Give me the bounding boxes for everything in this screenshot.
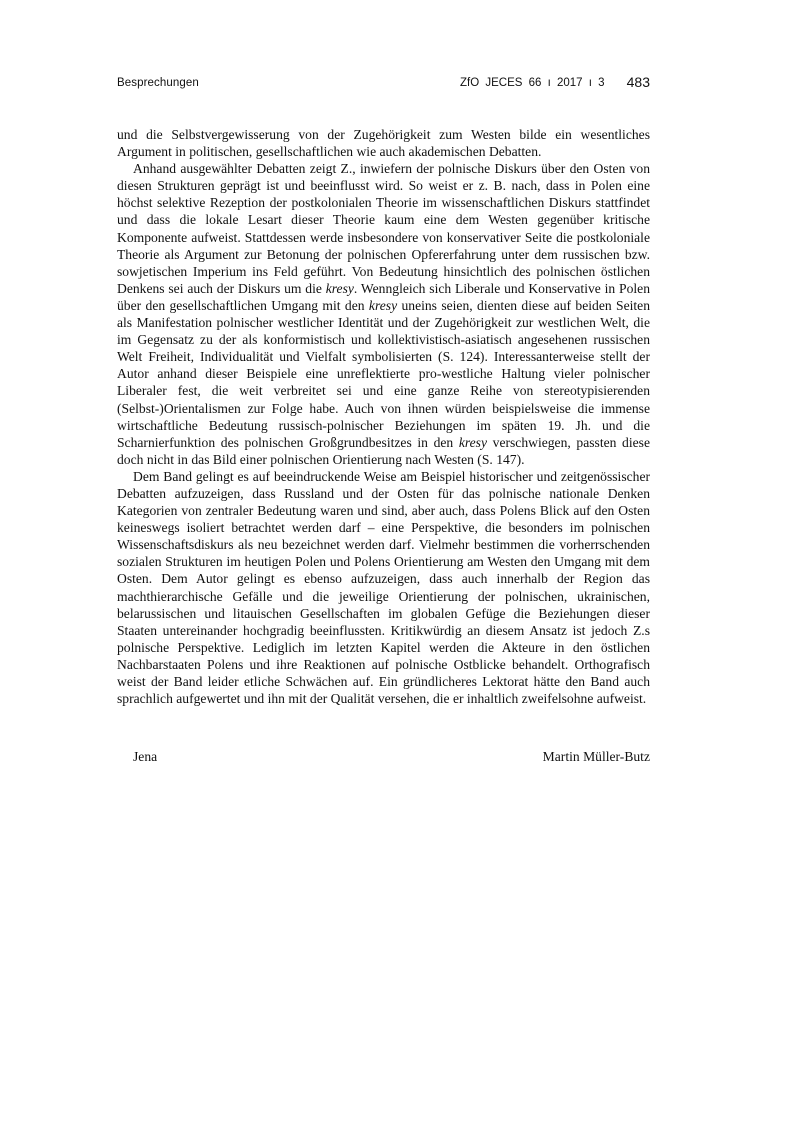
review-body [117, 126, 650, 707]
section-title: Besprechungen [117, 77, 199, 89]
journal-citation: ZfO JECES 66 ı 2017 ı 3 [460, 77, 605, 89]
paragraph-text: uneins seien, dienten diese auf beiden Seiten als Manifestation polnischer westlicher Identität und der Zugehörigkeit zur westlichen Welt, die im Gegensatz zu der als konformistisch und kollektivistisch-asiatisch angesehenen russischen Welt Freiheit, Individualität und Vielfalt symbolisierten (S. 124). Interessanterweise stellt der Autor anhand dieser Beispiele eine unreflektierte pro-westliche Haltung vieler polnischer Liberaler fest, die weit verbreitet sei und eine ganze Reihe von stereotypisierenden (Selbst-)Orientalismen zur Folge habe. Auch von ihnen würden beispielsweise die immense wirtschaftliche Bedeutung russisch-polnischer Beziehungen im späten 19. Jh. und die Scharnierfunktion des polnischen Großgrundbesitzes in den [117, 297, 650, 450]
paragraph-text: und die Selbstvergewisserung von der Zugehörigkeit zum Westen bilde ein wesentliches Argument in politischen, gesellschaftlichen wie auch akademischen Debatten. [117, 127, 650, 160]
italic-term-kresy: kresy [458, 434, 488, 450]
paragraph-text: verschwiegen, passten diese doch nicht in das Bild einer polnischen Orientierung nach Westen (S. 147). [117, 434, 650, 467]
paragraph-debates [117, 160, 650, 468]
running-header [117, 74, 650, 96]
review-signoff [133, 749, 650, 767]
reviewer-place: Jena [133, 749, 158, 764]
italic-term-kresy: kresy [325, 280, 354, 296]
paragraph-continued [117, 126, 650, 160]
reviewer-name: Martin Müller-Butz [542, 749, 650, 764]
italic-term-kresy: kresy [368, 297, 398, 313]
paragraph-text: . Wenngleich sich Liberale und Konservative in Polen über den gesellschaftlichen Umgang mit den [117, 280, 651, 313]
page-number: 483 [626, 74, 650, 90]
paragraph-text: Dem Band gelingt es auf beeindruckende Weise am Beispiel historischer und zeitgenössischer Debatten aufzuzeigen, dass Russland und der Osten für das polnische nationale Denken Kategorien von zentraler Bedeutung waren und sind, aber auch, dass Polens Blick auf den Osten keineswegs isoliert betrachtet werden darf – eine Perspektive, die besonders im polnischen Wissenschaftsdiskurs als neu bezeichnet werden darf. Vielmehr bestimmen die vorherrschenden sozialen Strukturen im heutigen Polen und Polens Orientierung am Westen den Umgang mit dem Osten. Dem Autor gelingt es ebenso aufzuzeigen, dass auch innerhalb der Region das machthierarchische Gefälle und die jeweilige Orientierung der polnischen, ukrainischen, belarussischen und litauischen Gesellschaften im globalen Gefüge die Beziehungen dieser Staaten untereinander hochgradig beeinflussten. Kritikwürdig an diesem Ansatz ist jedoch Z.s polnische Perspektive. Lediglich im letzten Kapitel werden die Akteure in den östlichen Nachbarstaaten Polens und ihre Reaktionen auf polnische Ostblicke behandelt. Orthografisch weist der Band leider etliche Schwächen auf. Ein gründlicheres Lektorat hätte den Band auch sprachlich aufgewertet und ihn mit der Qualität versehen, die er inhaltlich zweifelsohne aufweist. [117, 468, 650, 707]
paragraph-assessment [117, 468, 650, 707]
paragraph-text: Anhand ausgewählter Debatten zeigt Z., inwiefern der polnische Diskurs über den Osten von diesen Strukturen geprägt ist und beeinflusst wird. So weist er z. B. nach, dass in Polen eine höchst selektive Rezeption der postkolonialen Theorie im wissenschaftlichen Diskurs stattfindet und dass die lokale Lesart dieser Theorie kaum eine dem Westen gegenüber kritische Komponente aufweist. Stattdessen werde insbesondere von konservativer Seite die postkoloniale Theorie als Argument zur Betonung der polnischen Opfererfahrung unter dem russischen bzw. sowjetischen Imperium ins Feld geführt. Von Bedeutung hinsichtlich des polnischen östlichen Denkens sei auch der Diskurs um die [117, 161, 650, 296]
